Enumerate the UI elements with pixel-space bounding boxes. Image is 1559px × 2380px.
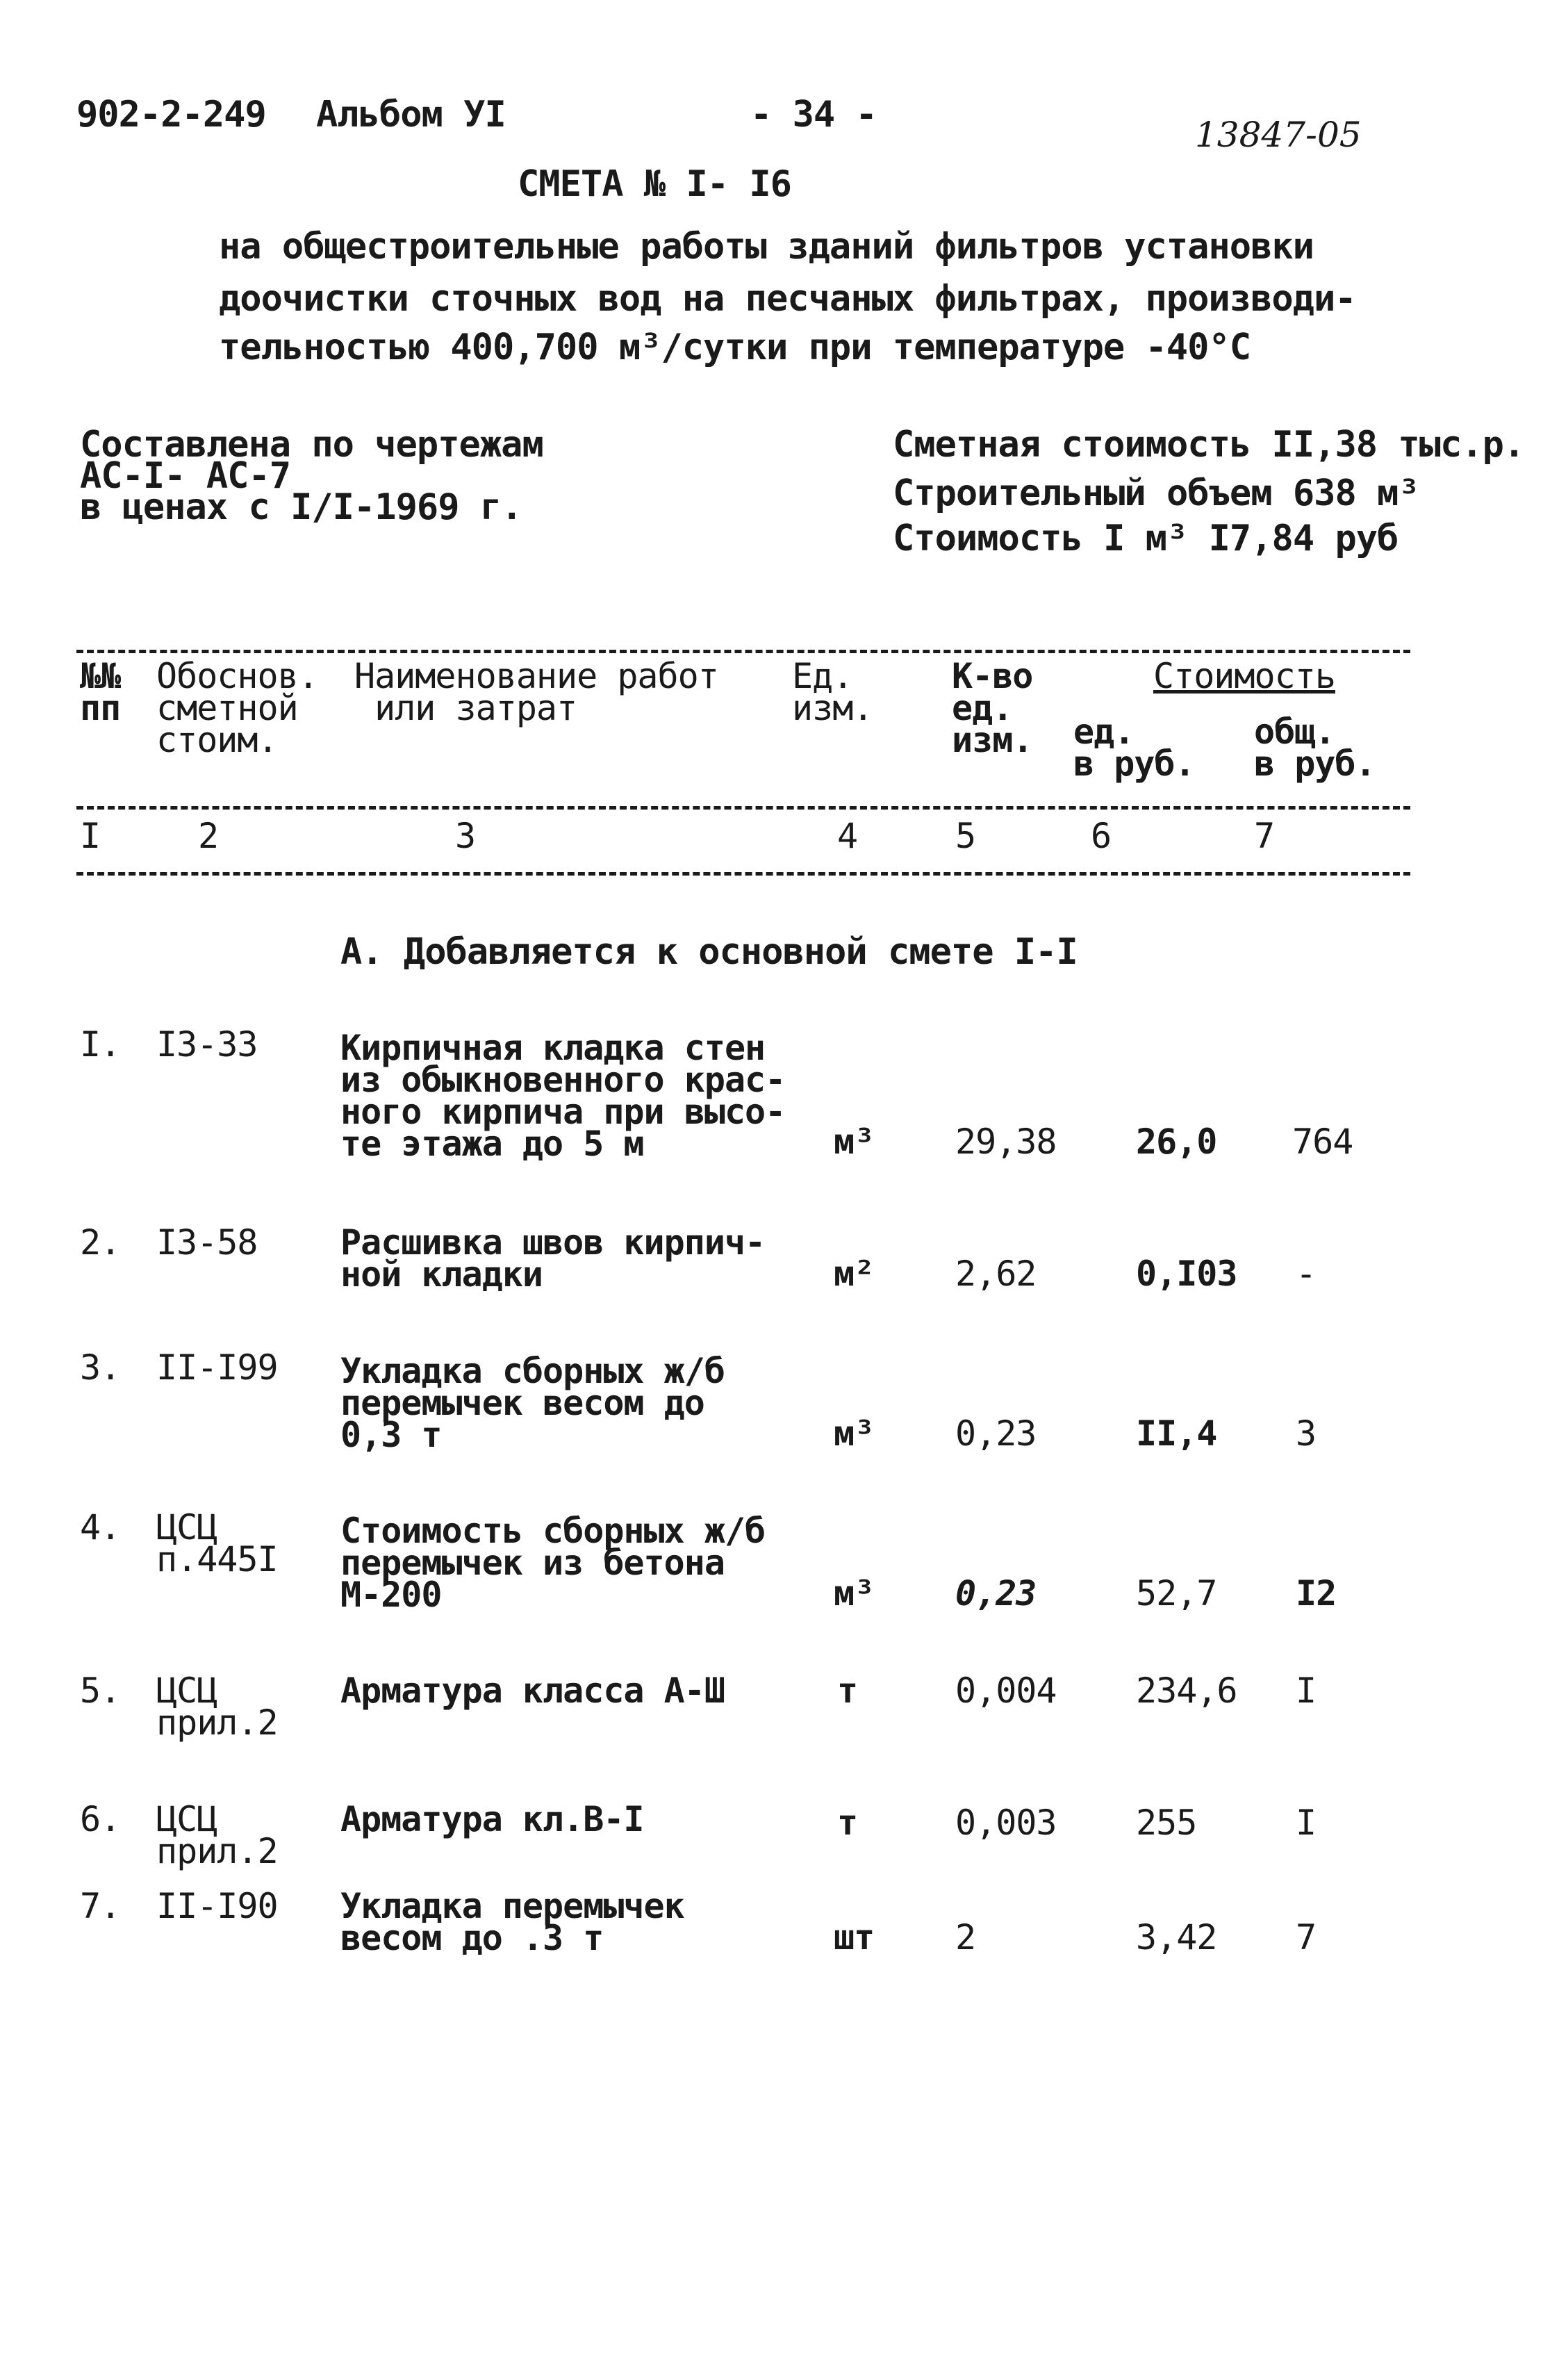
price-base-date: в ценах с I/I-1969 г. <box>80 486 522 528</box>
cost-per-cubic-meter: Стоимость I м³ I7,84 руб <box>893 518 1399 559</box>
title-line-2: доочистки сточных вод на песчаных фильтрах, производи- <box>219 278 1356 320</box>
row-6-total: I <box>1296 1803 1317 1843</box>
row-7-quantity: 2 <box>955 1917 976 1958</box>
compiled-by-drawings: Составлена по чертежам <box>80 424 543 466</box>
row-3-number: 3. <box>80 1347 121 1388</box>
row-6-unit-price: 255 <box>1136 1803 1197 1843</box>
row-6-name: Арматура кл.В-I <box>340 1799 644 1839</box>
row-3-unit: м³ <box>834 1413 875 1454</box>
row-7-basis: II-I90 <box>156 1886 278 1926</box>
row-4-name: Стоимость сборных ж/б перемычек из бетона М-200 <box>340 1511 766 1615</box>
row-1-basis: I3-33 <box>156 1024 258 1065</box>
row-5-name: Арматура класса А-Ш <box>340 1671 725 1711</box>
row-6-unit: т <box>837 1803 858 1843</box>
row-6-basis: ЦСЦ прил.2 <box>156 1799 278 1871</box>
row-5-number: 5. <box>80 1671 121 1711</box>
estimate-title: СМЕТА № I- I6 <box>518 163 791 205</box>
row-2-quantity: 2,62 <box>955 1254 1037 1294</box>
col-number-1: I <box>80 816 101 856</box>
row-3-name: Укладка сборных ж/б перемычек весом до 0,3 т <box>340 1351 725 1455</box>
row-2-unit-price: 0,I03 <box>1136 1254 1237 1294</box>
col-header-name: Наименование работ или затрат <box>354 656 718 728</box>
page-number: - 34 - <box>750 94 877 136</box>
section-a-title: А. Добавляется к основной смете I-I <box>340 931 1078 973</box>
row-3-total: 3 <box>1296 1413 1317 1454</box>
row-3-basis: II-I99 <box>156 1347 278 1388</box>
row-3-quantity: 0,23 <box>955 1413 1037 1454</box>
archive-number: 13847-05 <box>1195 115 1362 155</box>
col-number-4: 4 <box>837 816 858 856</box>
row-2-name: Расшивка швов кирпич- ной кладки <box>340 1222 766 1295</box>
row-2-total: - <box>1296 1254 1317 1294</box>
row-1-name: Кирпичная кладка стен из обыкновенного крас- ного кирпича при высо- те этажа до 5 м <box>340 1028 786 1164</box>
drawings-range: АС-I- АС-7 <box>80 455 291 497</box>
header-top-rule <box>76 650 1410 653</box>
row-3-unit-price: II,4 <box>1136 1413 1217 1454</box>
col-number-5: 5 <box>955 816 976 856</box>
col-header-number: №№ пп <box>80 656 121 728</box>
row-4-unit-price: 52,7 <box>1136 1573 1217 1614</box>
col-number-2: 2 <box>198 816 219 856</box>
header-mid-rule <box>76 806 1410 810</box>
row-1-total: 764 <box>1292 1122 1353 1162</box>
title-line-3: тельностью 400,700 м³/сутки при температуре -40°С <box>219 327 1251 368</box>
row-1-unit-price: 26,0 <box>1136 1122 1217 1162</box>
row-4-unit: м³ <box>834 1573 875 1614</box>
row-5-total: I <box>1296 1671 1317 1711</box>
row-7-name: Укладка перемычек весом до .3 т <box>340 1886 684 1958</box>
col-number-7: 7 <box>1254 816 1275 856</box>
row-2-unit: м² <box>834 1254 875 1294</box>
col-header-unit-price: ед. в руб. <box>1073 712 1195 784</box>
row-5-basis: ЦСЦ прил.2 <box>156 1671 278 1743</box>
row-4-total: I2 <box>1296 1573 1337 1614</box>
row-2-basis: I3-58 <box>156 1222 258 1263</box>
document-code: 902-2-249 <box>76 94 266 136</box>
row-4-quantity: 0,23 <box>955 1573 1037 1614</box>
row-7-number: 7. <box>80 1886 121 1926</box>
header-bottom-rule <box>76 872 1410 876</box>
row-6-number: 6. <box>80 1799 121 1839</box>
row-5-unit-price: 234,6 <box>1136 1671 1237 1711</box>
row-7-unit-price: 3,42 <box>1136 1917 1217 1958</box>
row-4-basis: ЦСЦ п.445I <box>156 1507 278 1579</box>
col-number-6: 6 <box>1091 816 1112 856</box>
row-5-quantity: 0,004 <box>955 1671 1057 1711</box>
title-line-1: на общестроительные работы зданий фильтров установки <box>219 226 1314 268</box>
row-7-total: 7 <box>1296 1917 1317 1958</box>
col-header-quantity: К-во ед. изм. <box>952 656 1033 760</box>
row-6-quantity: 0,003 <box>955 1803 1057 1843</box>
row-4-number: 4. <box>80 1507 121 1548</box>
building-volume: Строительный объем 638 м³ <box>893 473 1419 514</box>
album-label: Альбом УI <box>316 94 506 136</box>
row-5-unit: т <box>837 1671 858 1711</box>
row-1-quantity: 29,38 <box>955 1122 1057 1162</box>
estimated-cost: Сметная стоимость II,38 тыс.р. <box>893 424 1525 466</box>
row-1-number: I. <box>80 1024 121 1065</box>
col-header-basis: Обоснов. сметной стоим. <box>156 656 318 760</box>
col-number-3: 3 <box>455 816 476 856</box>
col-header-unit: Ед. изм. <box>792 656 873 728</box>
row-1-unit: м³ <box>834 1122 875 1162</box>
col-header-cost-group: Стоимость <box>1153 656 1335 696</box>
col-header-total: общ. в руб. <box>1254 712 1376 784</box>
row-2-number: 2. <box>80 1222 121 1263</box>
row-7-unit: шт <box>834 1917 875 1958</box>
